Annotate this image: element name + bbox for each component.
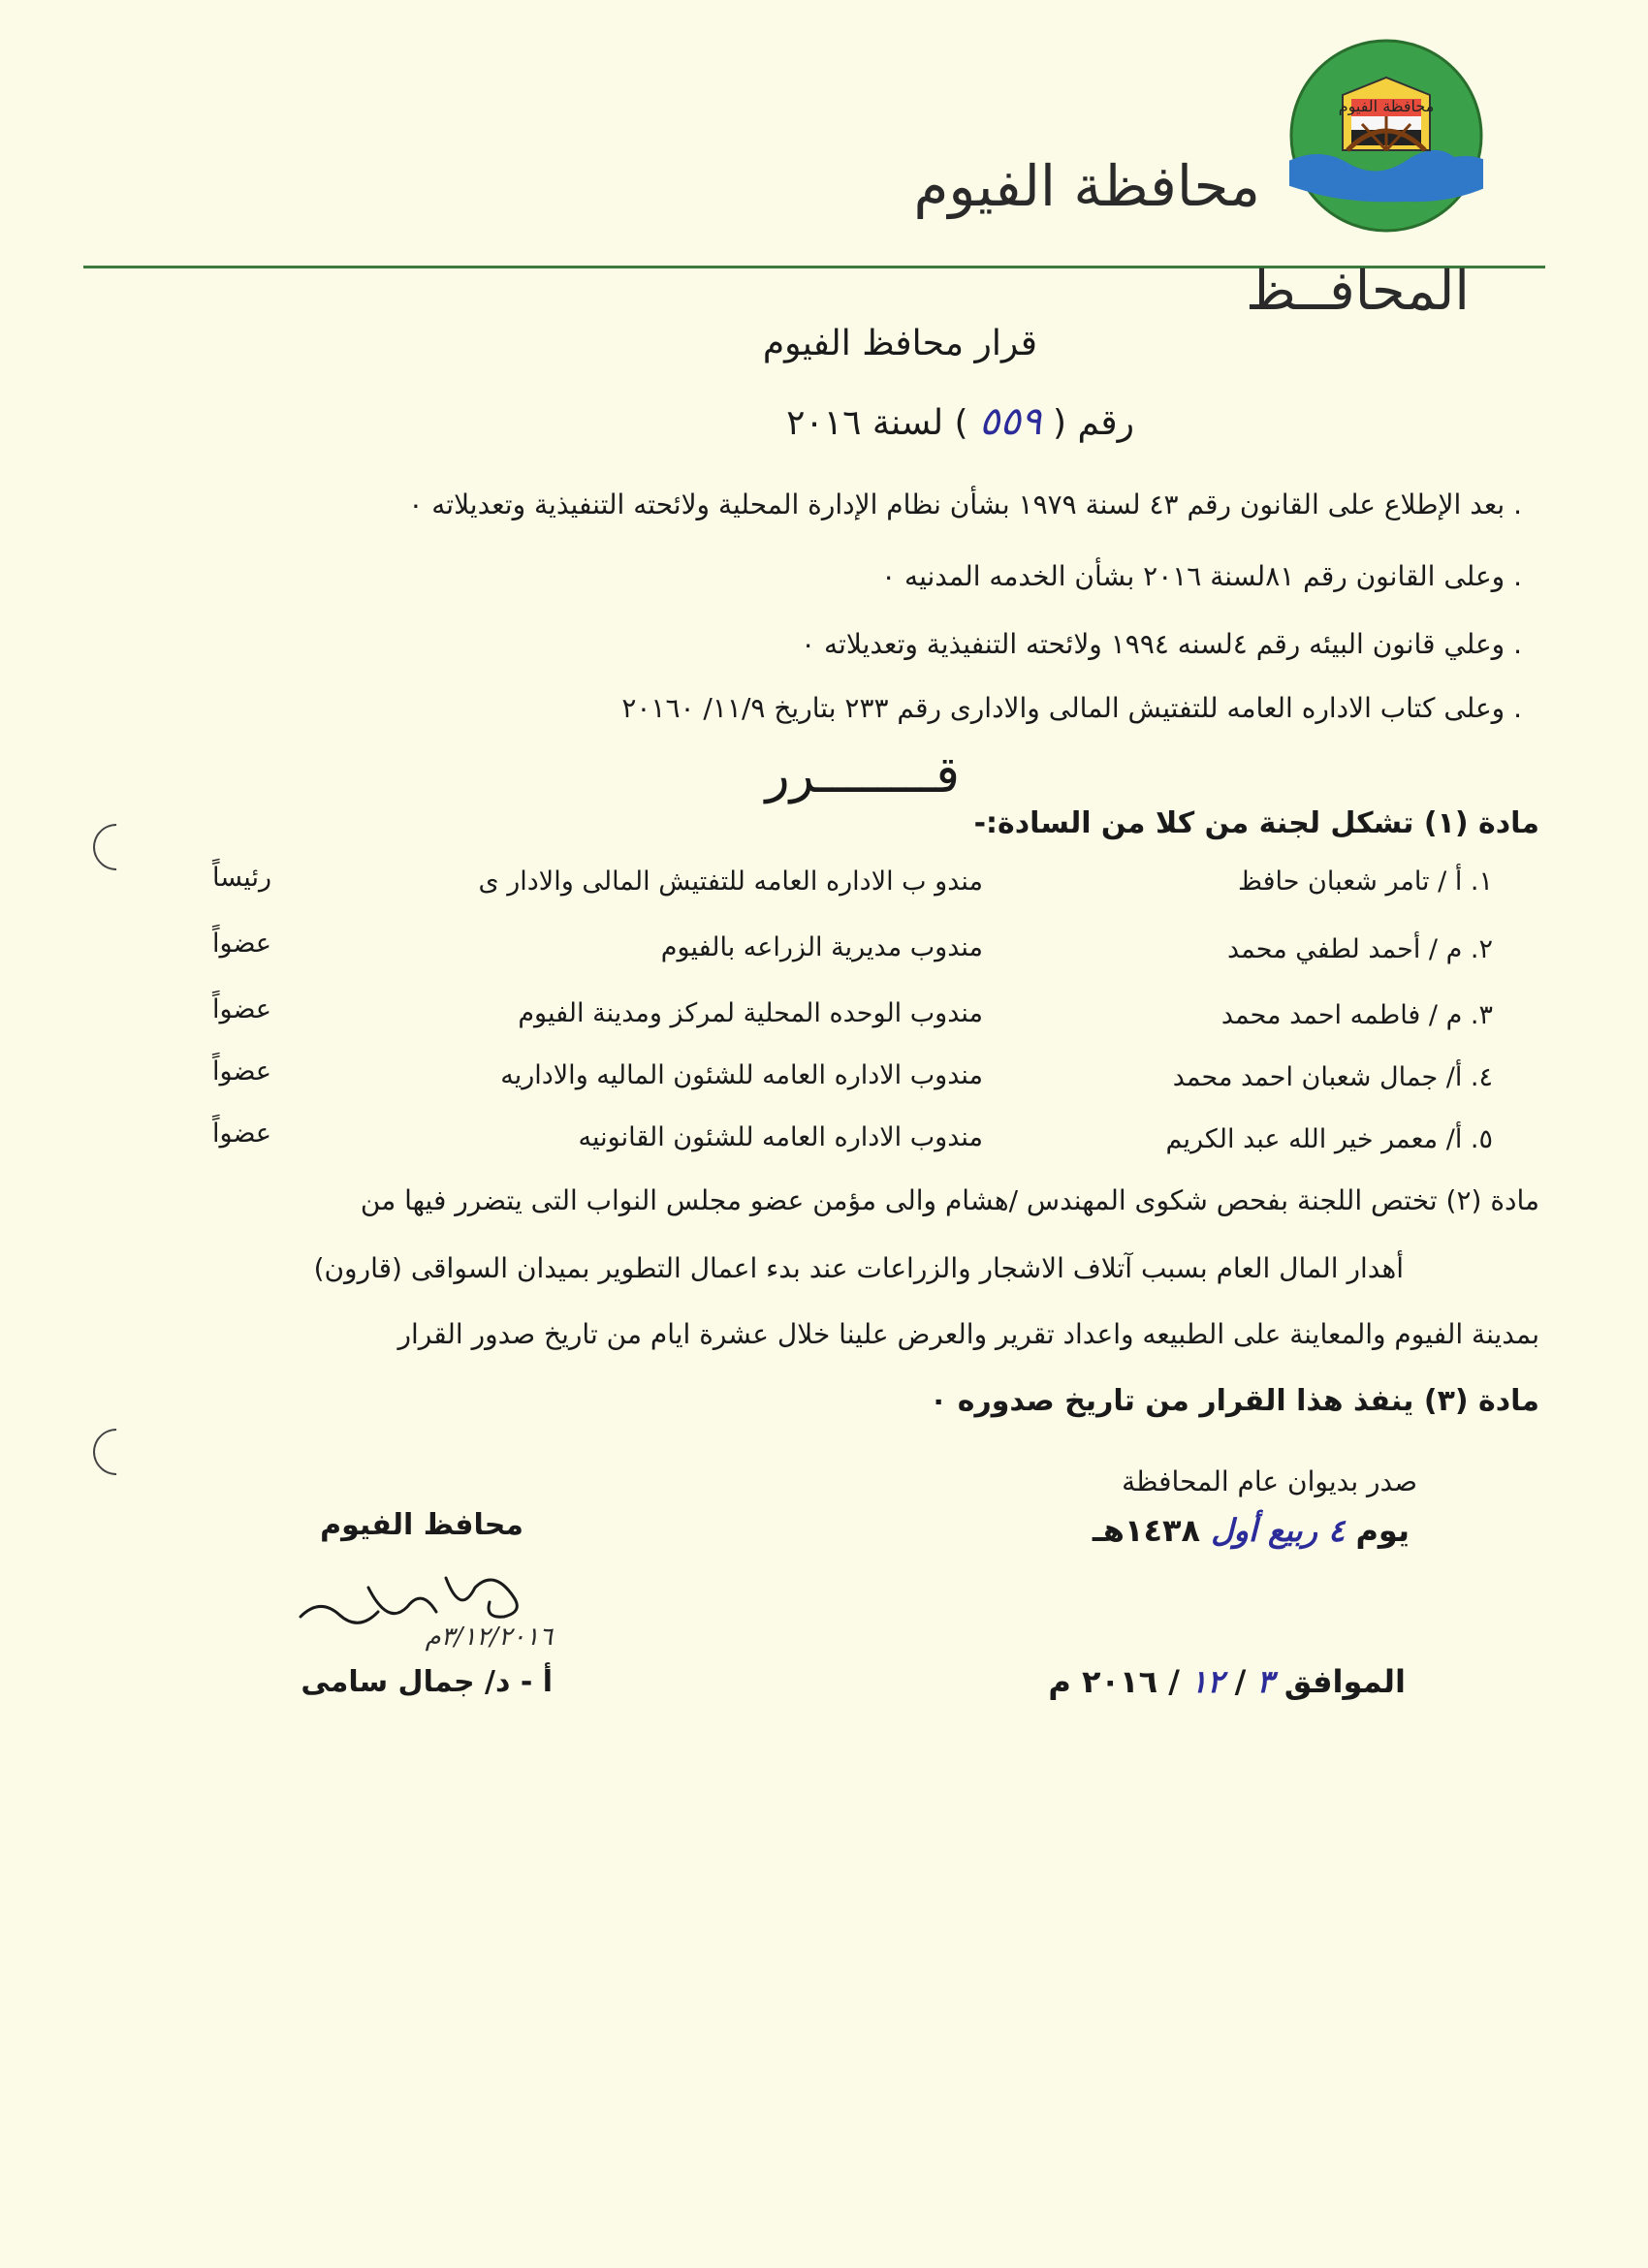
member-name: ١. أ / تامر شعبان حافظ [1237, 866, 1493, 897]
decision-title: قرار محافظ الفيوم [762, 324, 1037, 363]
greg-prefix: الموافق [1284, 1663, 1406, 1700]
article-2-line-2: أهدار المال العام بسبب آتلاف الاشجار والزراعات عند بدء اعمال التطوير بميدان السواقى (قارون) [313, 1252, 1404, 1284]
member-desc: مندوب مديرية الزراعه بالفيوم [660, 932, 983, 962]
signature-date: ٣/١٢/٢٠١٦م [425, 1622, 553, 1652]
article-3: مادة (٣) ينفذ هذا القرار من تاريخ صدوره ٠ [930, 1384, 1539, 1418]
preamble-line-4: . وعلى كتاب الاداره العامه للتفتيش المالى والادارى رقم ٢٣٣ بتاريخ ١١/٩/ ٢٠١٦٠ [621, 692, 1522, 724]
decision-number-value: ٥٥٩ [979, 399, 1042, 444]
article-2-line-3: بمدينة الفيوم والمعاينة على الطبيعه واعداد تقرير والعرض علينا خلال عشرة ايام من تاريخ صدور القرار [397, 1318, 1539, 1350]
decision-number [786, 399, 1134, 444]
qarar-heading: قــــــــرر [765, 746, 960, 804]
hijri-day-handwritten: ٤ ربيع أول [1211, 1512, 1346, 1549]
hijri-date [1093, 1512, 1410, 1549]
member-role: عضواً [212, 929, 271, 959]
member-name: ٥. أ/ معمر خير الله عبد الكريم [1165, 1124, 1493, 1154]
preamble-line-3: . وعلي قانون البيئه رقم ٤لسنه ١٩٩٤ ولائحته التنفيذية وتعديلاته ٠ [801, 628, 1522, 660]
decision-number-prefix: رقم ( [1052, 403, 1134, 443]
issued-at: صدر بديوان عام المحافظة [1122, 1465, 1417, 1497]
greg-day: ٣ [1256, 1663, 1274, 1700]
punch-hole-mark [83, 1419, 149, 1485]
member-desc: مندوب الوحده المحلية لمركز ومدينة الفيوم [518, 998, 983, 1028]
greg-year: ٢٠١٦ م [1048, 1663, 1158, 1700]
governor-name: أ - د/ جمال سامى [301, 1665, 553, 1699]
member-name: ٢. م / أحمد لطفي محمد [1226, 934, 1493, 964]
article-2-line-1: مادة (٢) تختص اللجنة بفحص شكوى المهندس /هشام والى مؤمن عضو مجلس النواب التى يتضرر فيها من [360, 1184, 1539, 1216]
member-role: رئيساً [211, 863, 271, 893]
preamble-line-1: . بعد الإطلاع على القانون رقم ٤٣ لسنة ١٩٧٩ بشأن نظام الإدارة المحلية ولائحته التنفيذية وتعديلاته ٠ [408, 488, 1522, 520]
governor-label: محافظ الفيوم [320, 1508, 523, 1542]
member-role: عضواً [212, 994, 271, 1024]
punch-hole-mark [83, 814, 149, 880]
governor-title: المحافــظ [1246, 260, 1470, 323]
governorate-name: محافظة الفيوم [913, 153, 1260, 219]
member-desc: مندو ب الاداره العامه للتفتيش المالى والادار ى [478, 866, 983, 897]
article-1-heading: مادة (١) تشكل لجنة من كلا من السادة:- [973, 806, 1539, 840]
gregorian-date: الموافق ٣ / ١٢ / ٢٠١٦ م [1048, 1663, 1406, 1700]
governorate-emblem [1289, 39, 1483, 233]
member-role: عضواً [212, 1118, 271, 1149]
svg-text:محافظة الفيوم: محافظة الفيوم [1338, 97, 1435, 115]
member-desc: مندوب الاداره العامه للشئون القانونيه [578, 1122, 983, 1152]
greg-month: ١٢ [1190, 1663, 1224, 1700]
day-prefix: يوم [1355, 1512, 1410, 1549]
member-name: ٤. أ/ جمال شعبان احمد محمد [1172, 1062, 1493, 1092]
preamble-line-2: . وعلى القانون رقم ٨١لسنة ٢٠١٦ بشأن الخدمه المدنيه ٠ [881, 560, 1522, 592]
hijri-year: ١٤٣٨هـ [1092, 1512, 1201, 1549]
member-name: ٣. م / فاطمه احمد محمد [1220, 1000, 1493, 1030]
decision-number-suffix: ) لسنة ٢٠١٦ [786, 403, 968, 443]
member-role: عضواً [212, 1056, 271, 1087]
member-desc: مندوب الاداره العامه للشئون الماليه والاداريه [500, 1060, 983, 1090]
